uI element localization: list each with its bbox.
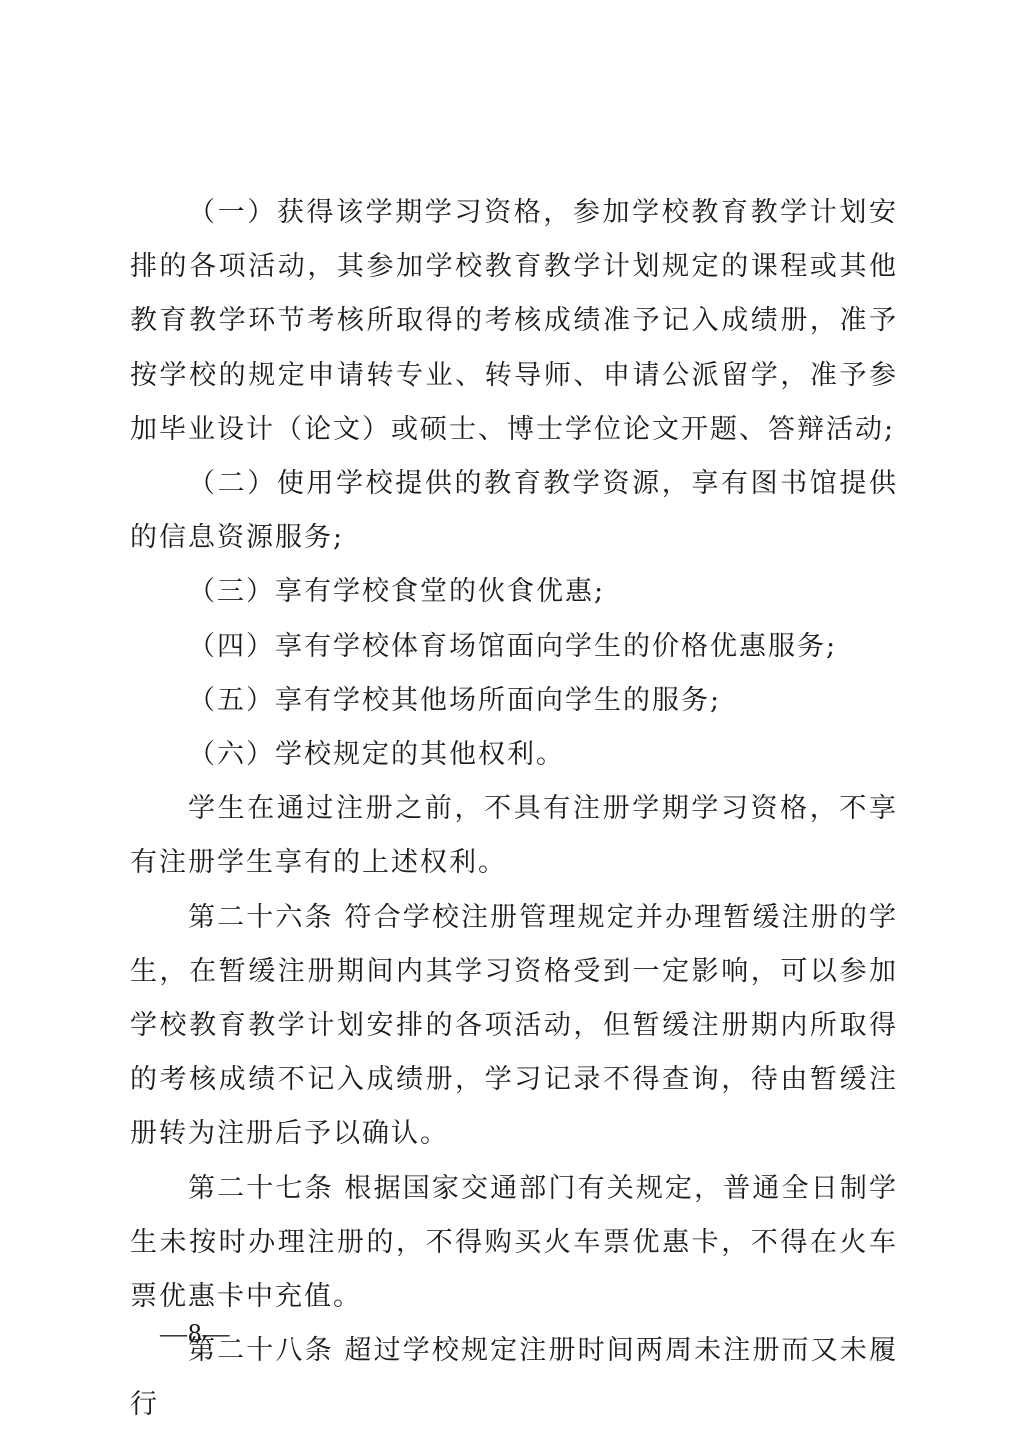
paragraph-right-4: （四）享有学校体育场馆面向学生的价格优惠服务; [188,630,838,662]
paragraph-right-1: （一）获得该学期学习资格，参加学校教育教学计划安排的各项活动，其参加学校教育教学计划规定的课程或其他教育教学环节考核所取得的考核成绩准予记入成绩册，准予按学校的规定申请转专业、转导师、申请公派留学，准予参加毕业设计（论文）或硕士、博士学位论文开题、答辩活动; [130,197,898,445]
article-27: 第二十七条 根据国家交通部门有关规定，普通全日制学生未按时办理注册的，不得购买火车票优惠卡，不得在火车票优惠卡中充值。 [130,1172,898,1313]
paragraph-right-5: （五）享有学校其他场所面向学生的服务; [188,684,722,716]
article-26: 第二十六条 符合学校注册管理规定并办理暂缓注册的学生，在暂缓注册期间内其学习资格受到一定影响，可以参加学校教育教学计划安排的各项活动，但暂缓注册期内所取得的考核成绩不记入成绩册，学习记录不得查询，待由暂缓注册转为注册后予以确认。 [130,901,898,1150]
paragraph-right-3: （三）享有学校食堂的伙食优惠; [188,576,606,608]
article-28: 第二十八条 超过学校规定注册时间两周未注册而又未履行 [130,1335,898,1421]
page-number: —8— [160,1318,231,1348]
paragraph-right-2: （二）使用学校提供的教育教学资源，享有图书馆提供的信息资源服务; [130,468,898,554]
paragraph-right-6: （六）学校规定的其他权利。 [188,739,565,771]
document-body [130,186,898,1433]
paragraph-note: 学生在通过注册之前，不具有注册学期学习资格，不享有注册学生享有的上述权利。 [130,793,898,879]
